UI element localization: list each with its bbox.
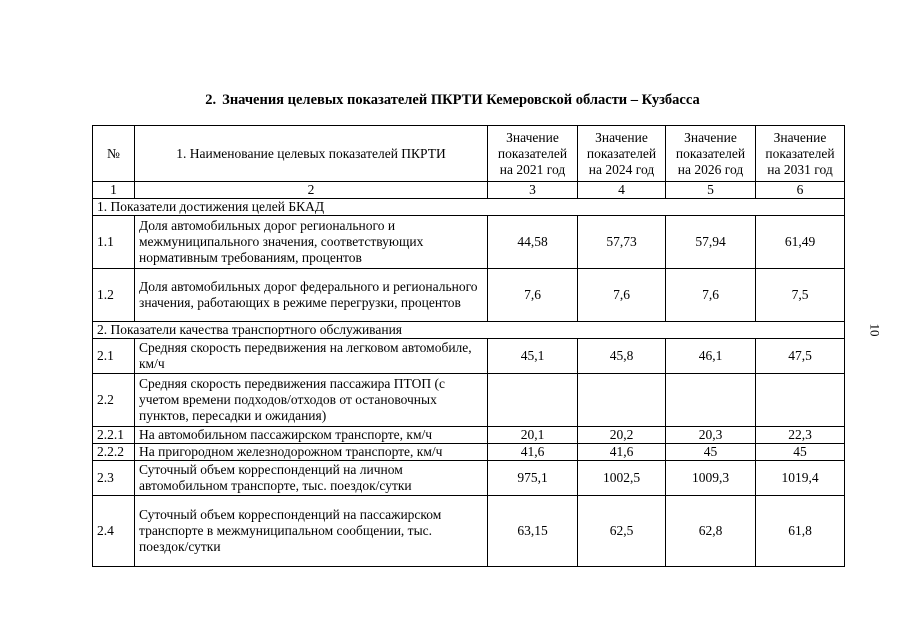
row-value-2021: 975,1 [488, 461, 578, 496]
col-number: 2 [135, 182, 488, 199]
table-row [93, 269, 845, 322]
row-value-2026: 20,3 [666, 427, 756, 444]
col-number: 1 [93, 182, 135, 199]
table-row [93, 427, 845, 444]
col-number: 5 [666, 182, 756, 199]
row-value-2021: 7,6 [488, 269, 578, 322]
row-value-2026: 45 [666, 444, 756, 461]
row-name: Суточный объем корреспонденций на личном автомобильном транспорте, тыс. поездок/сутки [135, 461, 488, 496]
row-value-2026: 57,94 [666, 216, 756, 269]
row-name: Средняя скорость передвижения на легковом автомобиле, км/ч [135, 339, 488, 374]
header-2021: Значение показателей на 2021 год [488, 126, 578, 182]
section-row [93, 322, 845, 339]
header-2031: Значение показателей на 2031 год [756, 126, 845, 182]
row-value-2031: 61,49 [756, 216, 845, 269]
row-num: 2.2 [93, 374, 135, 427]
document-title [0, 92, 905, 109]
col-number: 4 [578, 182, 666, 199]
row-value-2031: 22,3 [756, 427, 845, 444]
row-value-2024: 20,2 [578, 427, 666, 444]
col-number: 6 [756, 182, 845, 199]
row-value-2024: 57,73 [578, 216, 666, 269]
row-value-2021: 41,6 [488, 444, 578, 461]
table-row [93, 496, 845, 567]
section-label: 1. Показатели достижения целей БКАД [93, 199, 845, 216]
row-value-2031: 47,5 [756, 339, 845, 374]
row-value-2021: 20,1 [488, 427, 578, 444]
header-2024: Значение показателей на 2024 год [578, 126, 666, 182]
row-value-2024: 7,6 [578, 269, 666, 322]
row-name: Суточный объем корреспонденций на пассажирском транспорте в межмуниципальном сообщении, тыс. поездок/сутки [135, 496, 488, 567]
row-value-2026: 7,6 [666, 269, 756, 322]
row-num: 2.2.2 [93, 444, 135, 461]
title-number: 2. [205, 92, 217, 108]
row-value-2026: 46,1 [666, 339, 756, 374]
header-name: 1. Наименование целевых показателей ПКРТИ [135, 126, 488, 182]
col-number: 3 [488, 182, 578, 199]
table-row [93, 339, 845, 374]
table-row [93, 216, 845, 269]
row-value-2026: 62,8 [666, 496, 756, 567]
row-value-2031: 61,8 [756, 496, 845, 567]
row-num: 1.1 [93, 216, 135, 269]
row-num: 2.1 [93, 339, 135, 374]
row-name: На пригородном железнодорожном транспорте, км/ч [135, 444, 488, 461]
row-name: На автомобильном пассажирском транспорте, км/ч [135, 427, 488, 444]
row-value-2021: 45,1 [488, 339, 578, 374]
table-row [93, 461, 845, 496]
header-num: № [93, 126, 135, 182]
row-name: Доля автомобильных дорог федерального и регионального значения, работающих в режиме перегрузки, процентов [135, 269, 488, 322]
section-label: 2. Показатели качества транспортного обслуживания [93, 322, 845, 339]
row-value-2024 [578, 374, 666, 427]
row-value-2024: 1002,5 [578, 461, 666, 496]
row-num: 2.4 [93, 496, 135, 567]
row-name: Средняя скорость передвижения пассажира ПТОП (с учетом времени подходов/отходов от остановочных пунктов, пересадки и ожидания) [135, 374, 488, 427]
section-row [93, 199, 845, 216]
column-numbers-row [93, 182, 845, 199]
row-value-2031: 7,5 [756, 269, 845, 322]
row-num: 2.2.1 [93, 427, 135, 444]
row-value-2031 [756, 374, 845, 427]
row-value-2024: 41,6 [578, 444, 666, 461]
row-value-2021: 44,58 [488, 216, 578, 269]
row-value-2021: 63,15 [488, 496, 578, 567]
row-num: 1.2 [93, 269, 135, 322]
table-row [93, 444, 845, 461]
header-2026: Значение показателей на 2026 год [666, 126, 756, 182]
row-value-2024: 62,5 [578, 496, 666, 567]
indicators-table [92, 125, 845, 567]
table-row [93, 374, 845, 427]
header-row [93, 126, 845, 182]
row-value-2026 [666, 374, 756, 427]
row-value-2021 [488, 374, 578, 427]
row-value-2031: 45 [756, 444, 845, 461]
row-name: Доля автомобильных дорог регионального и межмуниципального значения, соответствующих нормативным требованиям, процентов [135, 216, 488, 269]
title-text: Значения целевых показателей ПКРТИ Кемеровской области – Кузбасса [222, 92, 700, 108]
row-value-2024: 45,8 [578, 339, 666, 374]
row-value-2026: 1009,3 [666, 461, 756, 496]
row-value-2031: 1019,4 [756, 461, 845, 496]
row-num: 2.3 [93, 461, 135, 496]
page-number: 10 [867, 323, 883, 337]
